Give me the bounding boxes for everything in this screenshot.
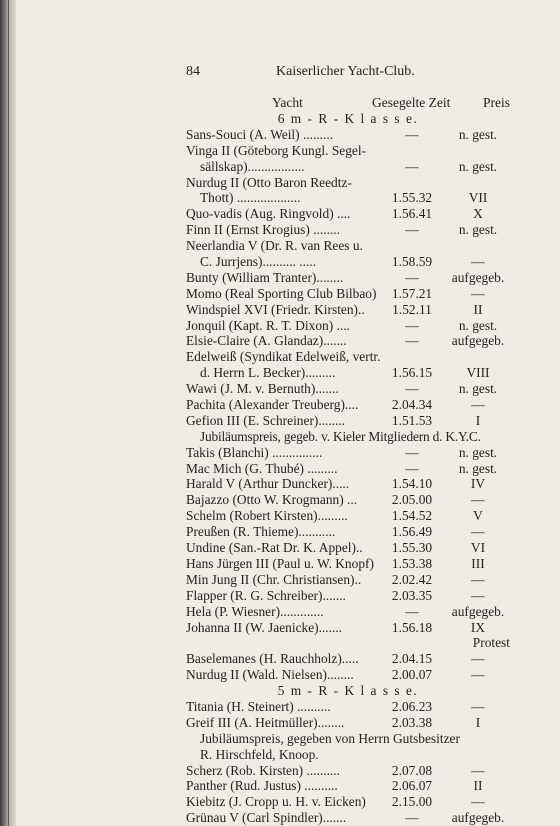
sailed-time: — [405, 222, 419, 238]
result-row [186, 302, 510, 318]
prize: — [471, 698, 485, 714]
sailed-time: 1.54.52 [391, 508, 433, 524]
result-row [186, 143, 510, 159]
entry-name: Bajazzo (Otto W. Krogmann) ... [186, 492, 358, 508]
result-row [186, 270, 510, 286]
result-row [186, 333, 510, 349]
result-row [186, 508, 510, 524]
entry-name: Gefion III (E. Schreiner)........ [186, 412, 346, 428]
entry-name: Elsie-Claire (A. Glandaz)....... [186, 333, 347, 349]
prize: aufgegeb. [451, 333, 505, 349]
sailed-time: — [405, 444, 419, 460]
sailed-time: — [405, 603, 419, 619]
sailed-time: 1.58.59 [391, 254, 433, 270]
prize: n. gest. [458, 317, 498, 333]
class-heading [186, 683, 510, 699]
entry-name: Panther (Rud. Justus) .......... [186, 778, 338, 794]
prize: — [471, 397, 485, 413]
result-row [186, 461, 510, 477]
sailed-time: 1.53.38 [391, 555, 433, 571]
result-row [186, 445, 510, 461]
entry-name: sällskap)................. [200, 158, 305, 174]
entry-name: Edelweiß (Syndikat Edelweiß, vertr. [186, 349, 381, 365]
sailed-time: — [405, 333, 419, 349]
sailed-time: 1.54.10 [391, 476, 433, 492]
sailed-time: 1.56.18 [391, 619, 433, 635]
prize: — [471, 254, 485, 270]
result-row [186, 190, 510, 206]
prize: n. gest. [458, 158, 498, 174]
sailed-time: — [405, 126, 419, 142]
binding-line [8, 0, 9, 826]
entry-name: Titania (H. Steinert) .......... [186, 698, 331, 714]
prize: — [471, 794, 485, 810]
sailed-time: — [405, 269, 419, 285]
sailed-time: 1.57.21 [391, 285, 433, 301]
running-title: Kaiserlicher Yacht-Club. [276, 64, 415, 79]
prize: — [471, 587, 485, 603]
prize: VII [468, 190, 488, 206]
prize: IV [470, 476, 486, 492]
prize: X [473, 206, 483, 222]
entry-name: Sans-Souci (A. Weil) ......... [186, 126, 334, 142]
results-list [186, 111, 510, 826]
sailed-time: 2.02.42 [391, 571, 433, 587]
entry-name: Preußen (R. Thieme)........... [186, 524, 336, 540]
entry-name: Hans Jürgen III (Paul u. W. Knopf) [186, 555, 374, 571]
entry-name: Johanna II (W. Jaenicke)....... [186, 619, 343, 635]
entry-name: Finn II (Ernst Krogius) ........ [186, 222, 340, 238]
sailed-time: — [405, 158, 419, 174]
entry-name: Scherz (Rob. Kirsten) .......... [186, 762, 340, 778]
entry-name: Baselemanes (H. Rauchholz)..... [186, 651, 359, 667]
result-row [186, 763, 510, 779]
result-row [186, 572, 510, 588]
entry-name: Wawi (J. M. v. Bernuth)....... [186, 381, 339, 397]
result-row [186, 540, 510, 556]
result-row [186, 588, 510, 604]
sailed-time: 1.51.53 [391, 412, 433, 428]
result-row [186, 222, 510, 238]
result-row [186, 413, 510, 429]
result-row [186, 254, 510, 270]
prize: n. gest. [458, 460, 498, 476]
prize: V [473, 508, 483, 524]
prize: III [471, 555, 485, 571]
result-row [186, 318, 510, 334]
entry-name: 5 m - R - K l a s s e. [277, 683, 419, 699]
sailed-time: 2.06.07 [391, 778, 433, 794]
prize: aufgegeb. [451, 810, 505, 826]
result-row [186, 699, 510, 715]
result-row [186, 747, 510, 763]
result-row [186, 175, 510, 191]
entry-name: Pachita (Alexander Treuberg).... [186, 397, 359, 413]
entry-name: Min Jung II (Chr. Christiansen).. [186, 571, 362, 587]
entry-name: Greif III (A. Heitmüller)........ [186, 714, 345, 730]
result-row [186, 731, 510, 747]
sailed-time: 1.56.15 [391, 365, 433, 381]
sailed-time: 2.04.15 [391, 651, 433, 667]
prize: n. gest. [458, 126, 498, 142]
class-heading [186, 111, 510, 127]
entry-name: Kiebitz (J. Cropp u. H. v. Eicken) [186, 794, 366, 810]
sailed-time: 1.55.32 [391, 190, 433, 206]
entry-name: Hela (P. Wiesner)............. [186, 603, 324, 619]
result-row [186, 238, 510, 254]
entry-name: Neerlandia V (Dr. R. van Rees u. [186, 238, 363, 254]
prize: I [475, 714, 481, 730]
result-row [186, 635, 510, 651]
page-number: 84 [186, 64, 200, 79]
entry-name: Harald V (Arthur Duncker)..... [186, 476, 350, 492]
result-row [186, 778, 510, 794]
page-header [186, 64, 415, 80]
sailed-time: 2.15.00 [391, 794, 433, 810]
prize: VIII [466, 365, 490, 381]
prize: — [471, 667, 485, 683]
entry-name: Undine (San.-Rat Dr. K. Appel).. [186, 540, 363, 556]
sailed-time: 1.56.49 [391, 524, 433, 540]
sailed-time: — [405, 317, 419, 333]
sailed-time: — [405, 810, 419, 826]
sailed-time: 2.07.08 [391, 762, 433, 778]
sailed-time: 2.03.38 [391, 714, 433, 730]
sailed-time: 1.52.11 [392, 301, 432, 317]
prize: IX [470, 619, 486, 635]
prize: VI [470, 540, 486, 556]
result-row [186, 286, 510, 302]
result-row [186, 604, 510, 620]
result-row [186, 476, 510, 492]
entry-name: Flapper (R. G. Schreiber)....... [186, 587, 346, 603]
result-row [186, 381, 510, 397]
prize: n. gest. [458, 444, 498, 460]
result-row [186, 810, 510, 826]
entry-name: Grünau V (Carl Spindler)....... [186, 810, 347, 826]
result-row [186, 794, 510, 810]
prize: aufgegeb. [451, 269, 505, 285]
entry-name: C. Jurrjens).......... ..... [200, 254, 317, 270]
book-binding-edge [0, 0, 16, 826]
entry-name: Jubiläumspreis, gegeben von Herrn Gutsbesitzer [200, 730, 460, 746]
result-row [186, 365, 510, 381]
prize: I [475, 412, 481, 428]
entry-name: Protest [472, 635, 510, 651]
prize: — [471, 571, 485, 587]
entry-name: Jubiläumspreis, gegeb. v. Kieler Mitgliedern d. K.Y.C. [200, 428, 481, 444]
entry-name: R. Hirschfeld, Knoop. [200, 746, 319, 762]
result-row [186, 492, 510, 508]
prize: — [471, 285, 485, 301]
result-row [186, 620, 510, 636]
sailed-time: 2.04.34 [391, 397, 433, 413]
entry-name: d. Herrn L. Becker)......... [200, 365, 336, 381]
sailed-time: 2.03.35 [391, 587, 433, 603]
column-header-yacht: Yacht [272, 95, 303, 110]
result-row [186, 349, 510, 365]
entry-name: Momo (Real Sporting Club Bilbao) [186, 285, 377, 301]
result-row [186, 715, 510, 731]
result-row [186, 651, 510, 667]
entry-name: Nurdug II (Wald. Nielsen)........ [186, 667, 354, 683]
entry-name: Takis (Blanchi) ............... [186, 444, 323, 460]
result-row [186, 524, 510, 540]
prize: — [471, 492, 485, 508]
prize: — [471, 651, 485, 667]
result-row [186, 429, 510, 445]
entry-name: Bunty (William Tranter)........ [186, 269, 344, 285]
entry-name: 6 m - R - K l a s s e. [277, 111, 419, 126]
sailed-time: 1.56.41 [391, 206, 433, 222]
prize: II [473, 778, 483, 794]
prize: n. gest. [458, 222, 498, 238]
prize: n. gest. [458, 381, 498, 397]
prize: II [473, 301, 483, 317]
result-row [186, 159, 510, 175]
entry-name: Jonquil (Kapt. R. T. Dixon) .... [186, 317, 350, 333]
result-row [186, 206, 510, 222]
column-header-time: Gesegelte Zeit [372, 95, 451, 110]
sailed-time: — [405, 381, 419, 397]
sailed-time: 2.00.07 [391, 667, 433, 683]
prize: — [471, 762, 485, 778]
sailed-time: — [405, 460, 419, 476]
entry-name: Schelm (Robert Kirsten)......... [186, 508, 348, 524]
entry-name: Thott) ................... [200, 190, 301, 206]
result-row [186, 397, 510, 413]
entry-name: Nurdug II (Otto Baron Reedtz- [186, 174, 352, 190]
column-header-prize: Preis [483, 95, 510, 110]
prize: — [471, 524, 485, 540]
entry-name: Windspiel XVI (Friedr. Kirsten).. [186, 301, 365, 317]
prize: aufgegeb. [451, 603, 505, 619]
sailed-time: 2.05.00 [391, 492, 433, 508]
entry-name: Mac Mich (G. Thubé) ......... [186, 460, 338, 476]
entry-name: Quo-vadis (Aug. Ringvold) .... [186, 206, 351, 222]
result-row [186, 667, 510, 683]
result-row [186, 556, 510, 572]
sailed-time: 1.55.30 [391, 540, 433, 556]
entry-name: Vinga II (Göteborg Kungl. Segel- [186, 142, 367, 158]
sailed-time: 2.06.23 [391, 698, 433, 714]
result-row [186, 127, 510, 143]
